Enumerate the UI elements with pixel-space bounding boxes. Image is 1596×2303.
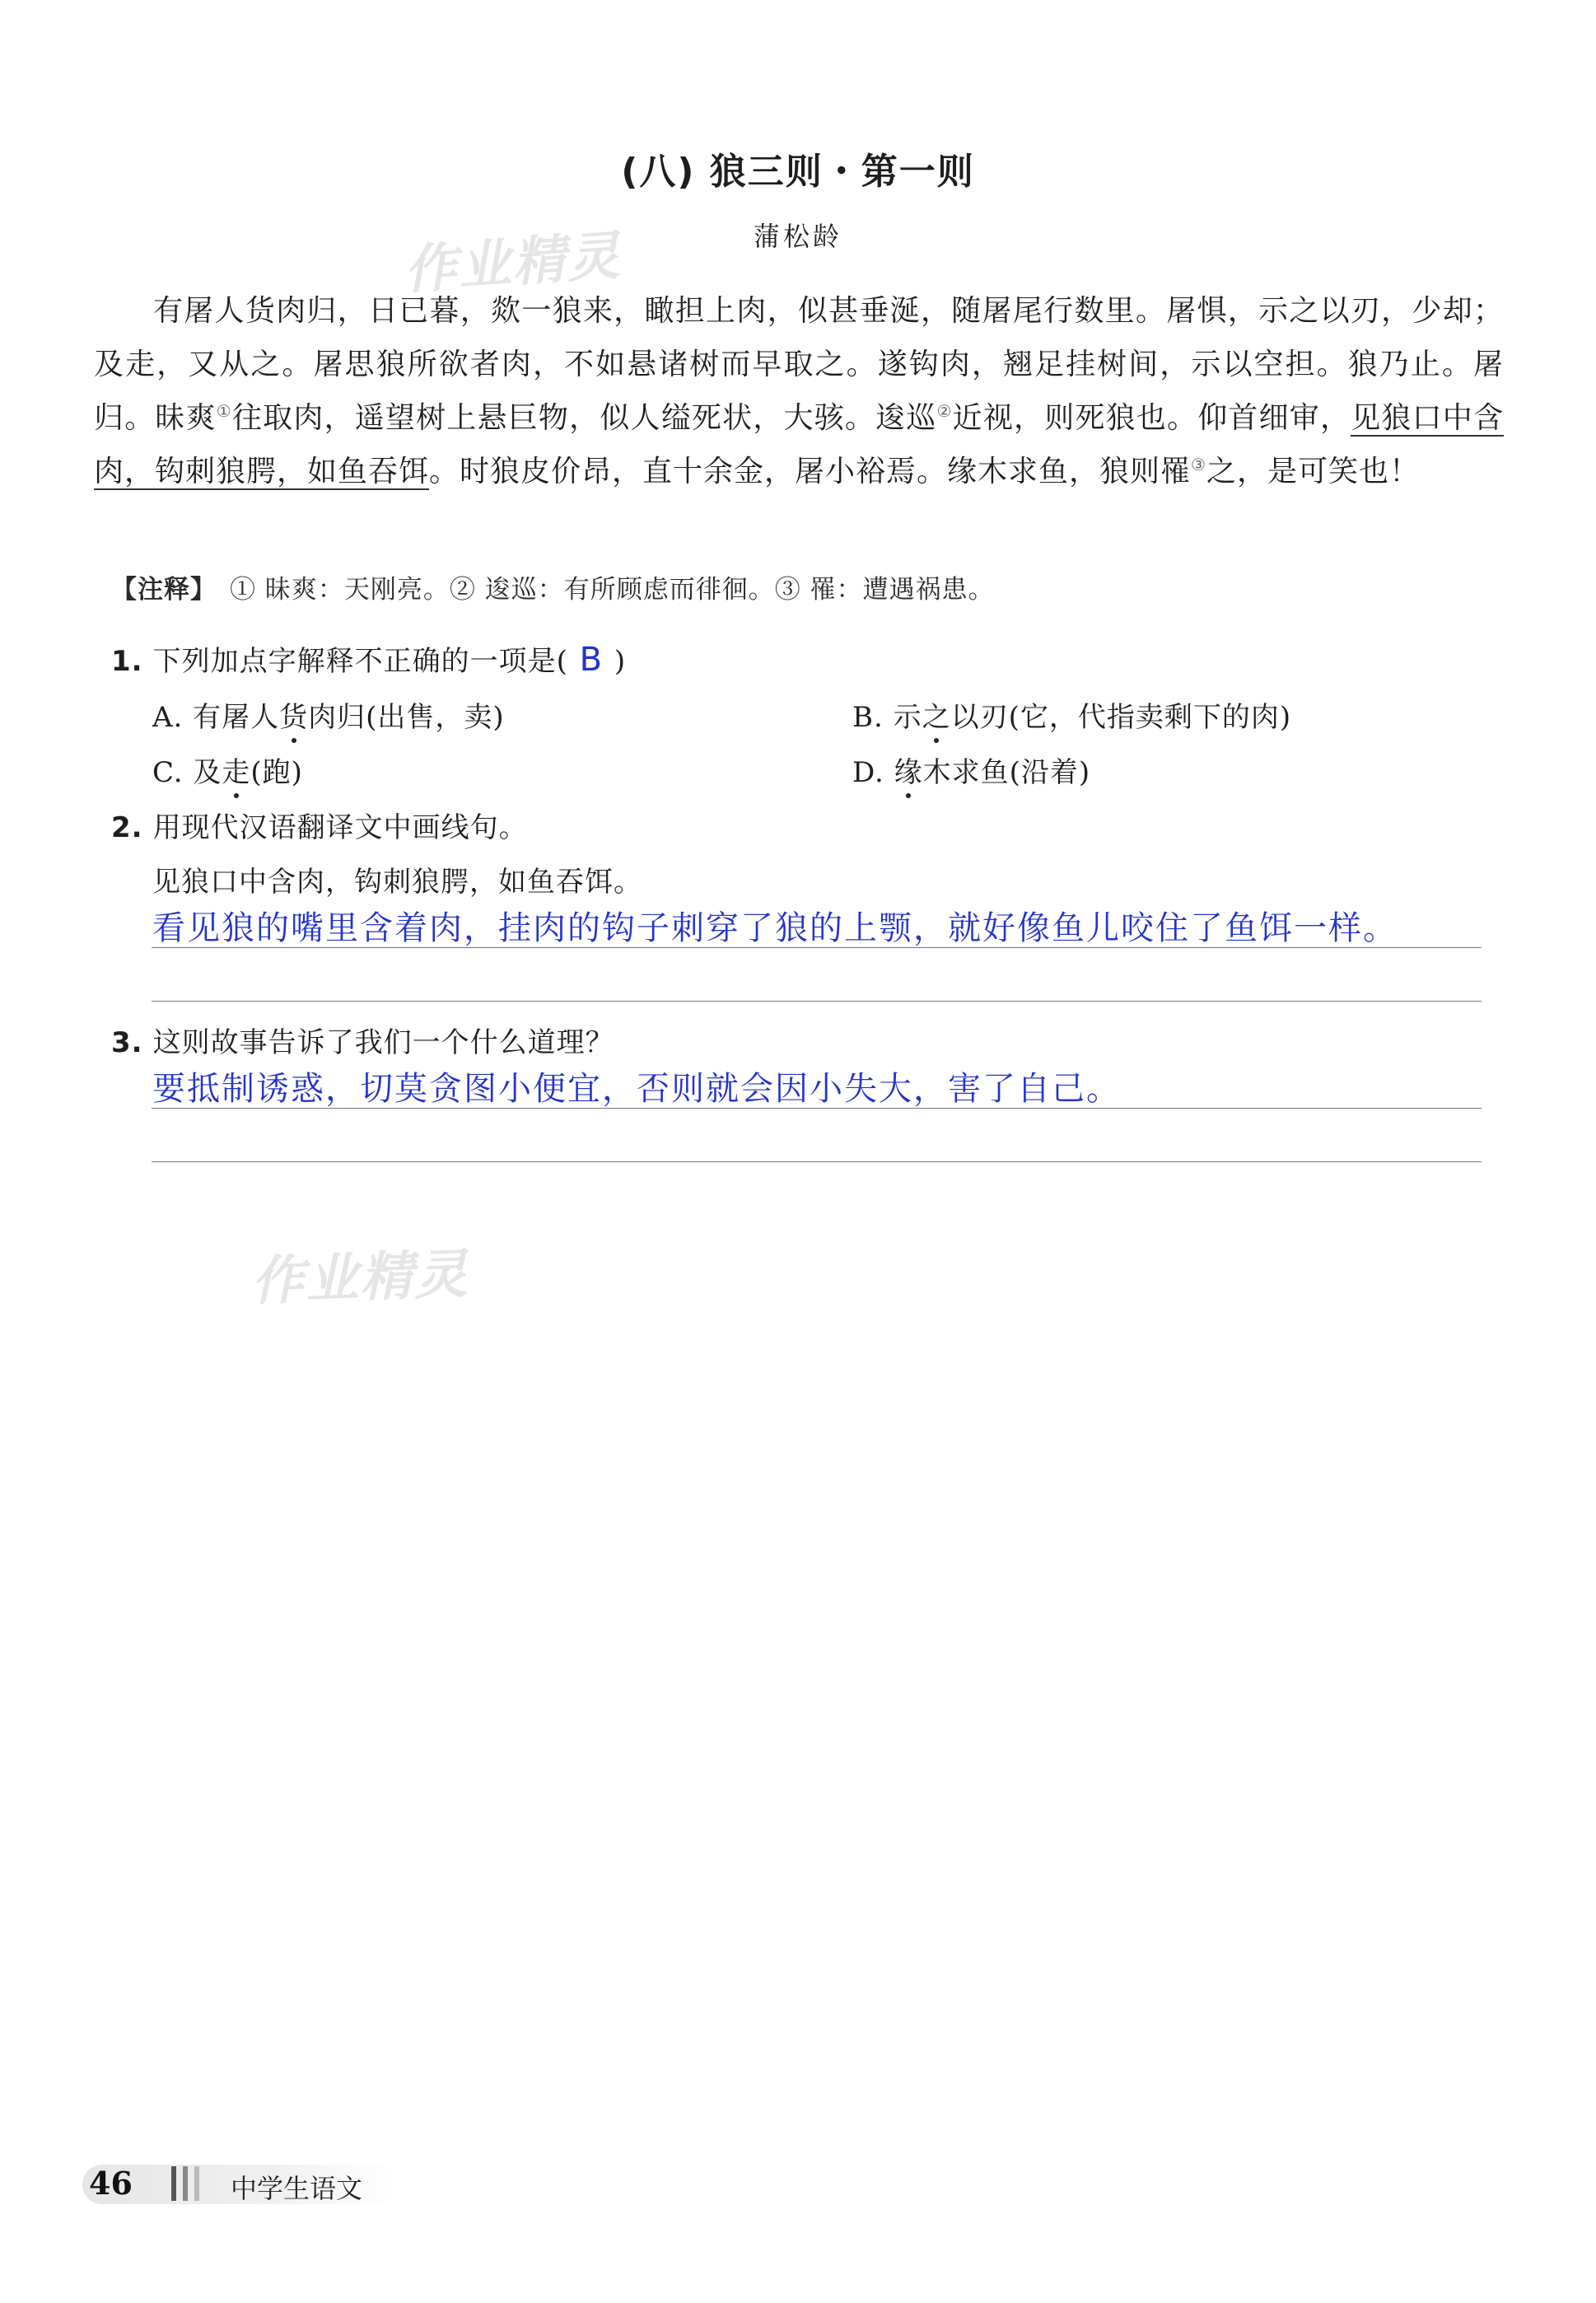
footnote-ref-2: ②	[936, 401, 953, 421]
annotations	[111, 568, 1511, 605]
footnote-ref-3: ③	[1191, 455, 1206, 474]
q2-answer: 看见狼的嘴里含着肉，挂肉的钩子刺穿了狼的上颚，就好像鱼儿咬住了鱼饵一样。	[152, 909, 1398, 947]
page-title: (八) 狼三则・第一则	[621, 151, 975, 193]
watermark-top: 作业精灵	[402, 225, 623, 302]
dotted-char: 缘	[894, 750, 923, 790]
q1-option-c: C. 及走(跑)	[152, 750, 303, 790]
dotted-char: 货	[279, 694, 308, 735]
q2-sentence: 见狼口中含肉，钩刺狼腭，如鱼吞饵。	[152, 866, 642, 899]
underlined-sentence: 见狼口中含肉，钩刺狼腭，如鱼吞饵	[94, 401, 1504, 488]
passage-paragraph: 有屠人货肉归，日已暮，欻一狼来，瞰担上肉，似甚垂涎，随屠尾行数里。屠惧，示之以刃，少却；及走，又从之。屠思狼所欲者肉，不如悬诸树而早取之。遂钩肉，翘足挂树间，示以空担。狼乃止。屠归。昧爽①往取肉，遥望树上悬巨物，似人缢死状，大骇。逡巡②近视，则死狼也。仰首细审，见狼口中含肉，钩刺狼腭，如鱼吞饵。时狼皮价昂，直十余金，屠小裕焉。缘木求鱼，狼则罹③之，是可笑也！	[94, 294, 1504, 488]
watermark-middle: 作业精灵	[250, 1244, 470, 1313]
footer-bars-icon	[171, 2166, 206, 2204]
q3-answer: 要抵制诱惑，切莫贪图小便宜，否则就会因小失大，害了自己。	[152, 1070, 1121, 1108]
dotted-char: 之	[922, 694, 951, 735]
annotations-text: ① 昧爽：天刚亮。② 逡巡：有所顾虑而徘徊。③ 罹：遭遇祸患。	[230, 575, 995, 605]
page-number: 46	[89, 2165, 133, 2202]
annotations-label: 【注释】	[111, 575, 217, 605]
dotted-char: 走	[222, 750, 250, 790]
q1-option-a: A. 有屠人货肉归(出售，卖)	[152, 694, 505, 735]
book-title: 中学生语文	[231, 2173, 363, 2204]
q1-option-d: D. 缘木求鱼(沿着)	[852, 750, 1090, 790]
question-2: 2. 用现代汉语翻译文中画线句。	[111, 811, 528, 844]
answer-line	[152, 1001, 1482, 1002]
question-1: 1. 下列加点字解释不正确的一项是( B )	[111, 641, 627, 679]
question-3: 3. 这则故事告诉了我们一个什么道理？	[111, 1026, 614, 1059]
footnote-ref-1: ①	[216, 401, 232, 421]
answer-line	[152, 947, 1482, 948]
answer-line	[152, 1161, 1482, 1162]
answer-line	[152, 1108, 1482, 1109]
passage	[94, 284, 1504, 498]
q1-option-b: B. 示之以刃(它，代指卖剩下的肉)	[852, 694, 1291, 735]
author: 蒲松龄	[753, 221, 842, 252]
q1-answer: B	[579, 641, 604, 679]
